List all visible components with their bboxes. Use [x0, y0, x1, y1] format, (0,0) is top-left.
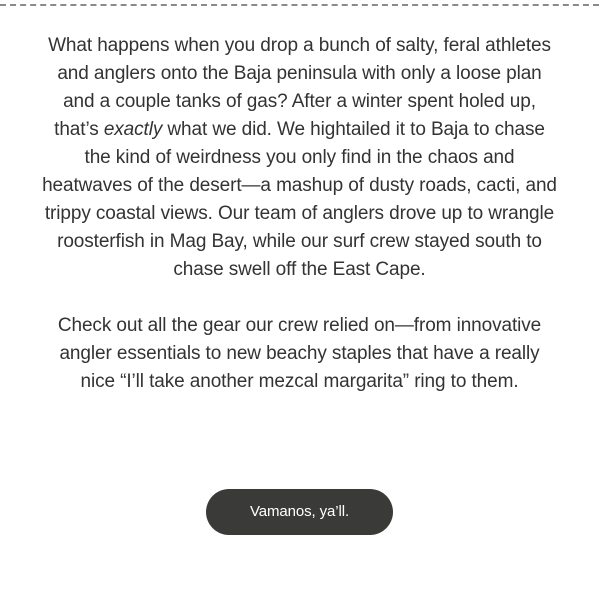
dashed-divider: [0, 4, 599, 6]
gear-paragraph: Check out all the gear our crew relied on—from innovative angler essentials to new beachy staples that have a really nice “I’ll take another mezcal margarita” ring to them.: [57, 315, 542, 392]
intro-paragraph: [40, 32, 559, 284]
vamanos-button[interactable]: Vamanos, ya’ll.: [206, 489, 393, 535]
intro-text-start: What happens when you drop a bunch of salty, feral athletes and anglers onto the Baja peninsula with only a loose plan and a couple tanks of gas? After a winter spent holed up, that’s: [48, 35, 551, 140]
body-copy: [40, 32, 559, 396]
intro-emphasis: exactly: [103, 119, 163, 140]
intro-text-end: what we did. We hightailed it to Baja to chase the kind of weirdness you only find in the chaos and heatwaves of the desert—a mashup of dusty roads, cacti, and trippy coastal views. Our team of anglers drove up to wrangle roosterfish in Mag Bay, while our surf crew stayed south to chase swell off the East Cape.: [42, 119, 557, 280]
